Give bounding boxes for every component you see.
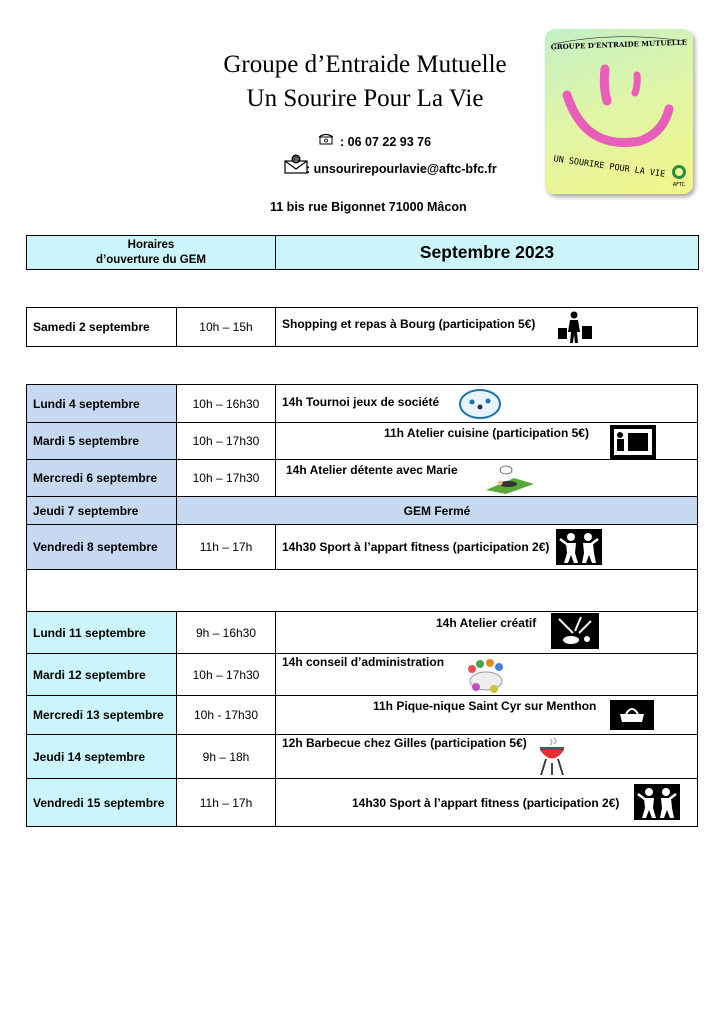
day-cell: Vendredi 15 septembre <box>27 779 177 827</box>
table-row <box>27 497 698 525</box>
hours-cell: 11h – 17h <box>177 525 276 570</box>
day-cell: Mercredi 13 septembre <box>27 696 177 735</box>
activity-cell <box>276 385 698 423</box>
logo-bottom-text: UN SOURIRE POUR LA VIE <box>552 154 666 180</box>
phone-number: : 06 07 22 93 76 <box>340 135 432 149</box>
week-separator <box>26 568 698 611</box>
day-cell: Mardi 5 septembre <box>27 423 177 460</box>
week-1-table <box>26 307 698 347</box>
closed-notice: GEM Fermé <box>177 497 698 525</box>
hours-cell: 10h – 17h30 <box>177 460 276 497</box>
table-row <box>27 423 698 460</box>
activity-cell <box>276 460 698 497</box>
hours-cell: 9h – 16h30 <box>177 612 276 654</box>
hours-cell: 10h – 15h <box>177 308 276 347</box>
activity-text: 14h30 Sport à l’appart fitness (participation 2€) <box>282 540 550 554</box>
hours-cell: 10h – 17h30 <box>177 654 276 696</box>
day-cell: Jeudi 7 septembre <box>27 497 177 525</box>
shopping-icon <box>556 310 594 344</box>
activity-text: 12h Barbecue chez Gilles (participation 5€) <box>282 736 527 750</box>
activity-text: 11h Pique-nique Saint Cyr sur Menthon <box>373 699 597 713</box>
svg-text:@: @ <box>293 156 299 163</box>
day-cell: Lundi 11 septembre <box>27 612 177 654</box>
table-row <box>27 460 698 497</box>
hours-cell: 10h - 17h30 <box>177 696 276 735</box>
mail-icon <box>284 154 308 174</box>
activity-cell <box>276 735 698 779</box>
activity-cell <box>276 423 698 460</box>
activity-text: 11h Atelier cuisine (participation 5€) <box>384 426 589 440</box>
address: 11 bis rue Bigonnet 71000 Mâcon <box>270 200 467 214</box>
activity-cell <box>276 308 698 347</box>
sport-icon <box>634 784 680 820</box>
week-3-table <box>26 611 698 827</box>
day-cell: Mardi 12 septembre <box>27 654 177 696</box>
table-row <box>27 385 698 423</box>
paint-icon <box>551 613 599 649</box>
activity-cell <box>276 525 698 570</box>
hours-cell: 10h – 16h30 <box>177 385 276 423</box>
table-row <box>27 308 698 347</box>
phone-icon <box>319 133 333 145</box>
day-cell: Mercredi 6 septembre <box>27 460 177 497</box>
table-row <box>27 696 698 735</box>
email-address[interactable]: : unsourirepourlavie@aftc-bfc.fr <box>306 162 497 176</box>
activity-cell <box>276 612 698 654</box>
day-cell: Samedi 2 septembre <box>27 308 177 347</box>
logo-badge-text: AFTC <box>672 182 686 188</box>
table-row <box>27 525 698 570</box>
activity-cell <box>276 779 698 827</box>
activity-cell <box>276 696 698 735</box>
hours-heading: Horaires d’ouverture du GEM <box>27 236 276 270</box>
day-cell: Vendredi 8 septembre <box>27 525 177 570</box>
barbecue-icon <box>536 737 568 777</box>
meeting-icon <box>464 655 508 695</box>
cooking-icon <box>610 425 656 459</box>
activity-text: Shopping et repas à Bourg (participation 5€) <box>282 317 536 331</box>
picnic-icon <box>610 700 654 730</box>
table-row <box>27 779 698 827</box>
activity-text: 14h Atelier créatif <box>436 616 537 630</box>
title-line-2: Un Sourire Pour La Vie <box>246 85 484 112</box>
smiley-icon <box>545 29 693 194</box>
title-line-1: Groupe d’Entraide Mutuelle <box>223 51 507 78</box>
month-heading: Septembre 2023 <box>276 236 699 270</box>
activity-text: 14h Atelier détente avec Marie <box>286 463 458 477</box>
activity-text: 14h Tournoi jeux de société <box>282 395 440 409</box>
activity-text: 14h conseil d’administration <box>282 655 445 669</box>
gem-logo <box>545 29 693 194</box>
schedule-header <box>26 235 699 270</box>
board-games-icon <box>458 388 502 420</box>
relaxation-icon <box>484 464 536 494</box>
activity-text: 14h30 Sport à l’appart fitness (participation 2€) <box>352 796 620 810</box>
sport-icon <box>556 529 602 565</box>
hours-cell: 10h – 17h30 <box>177 423 276 460</box>
table-row <box>27 612 698 654</box>
hours-cell: 9h – 18h <box>177 735 276 779</box>
hours-cell: 11h – 17h <box>177 779 276 827</box>
day-cell: Lundi 4 septembre <box>27 385 177 423</box>
table-row <box>27 735 698 779</box>
logo-top-text: GROUPE D'ENTRAIDE MUTUELLE <box>550 37 688 52</box>
week-2-table <box>26 384 698 570</box>
table-row <box>27 654 698 696</box>
day-cell: Jeudi 14 septembre <box>27 735 177 779</box>
activity-cell <box>276 654 698 696</box>
